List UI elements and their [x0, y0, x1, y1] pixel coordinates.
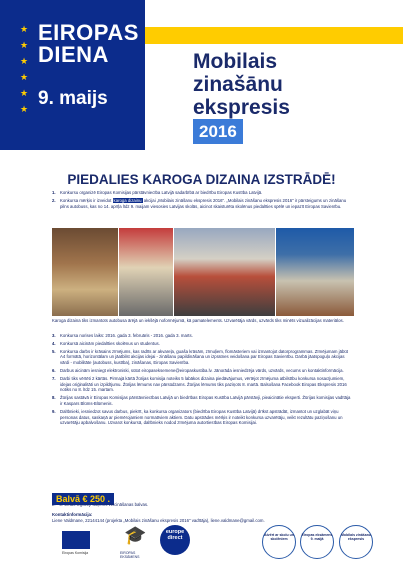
partner-logo-1: [262, 525, 296, 559]
contact-info: [52, 512, 352, 523]
photo-caption: Karoga dizaina tiks izmantots autobusa ārējā un iekšējā noformējumā, kā pamatelements. Uzvarētāja vārds, uzvārds tiks minēts vizualizācijas materiālos.: [52, 318, 344, 323]
photo-bus-interior: [276, 228, 354, 316]
list-item: 9. Dalībnieki, iesniedzot savus darbus, piekrīt, ka konkursa organizators (biedrība Eiropas Kustība Latvijā) drīkst apstrādāt, izmantot un uzglabāt viņu personas datus, saskaņā ar piemērojamiem normatīviem aktiem. Datu apstrādes mērķis ir noteikt konkursa uzvarētāju, veikt rezultātu paziņošanu un uzvarētāju apbalvošanu. Uzvarot konkursā, dalībnieks nodod zīmējuma autortiesības Eiropas Komisijai.: [52, 408, 343, 426]
graduation-cap-icon: 🎓: [124, 525, 147, 545]
partner-logo-2-text: Eiropas eksāmens 9. maijā: [301, 533, 333, 541]
list-item: 4. Konkursā aicinām piedalīties skolēnus un studentus.: [52, 340, 160, 346]
list-item: [52, 198, 352, 210]
eu-day-title: [38, 22, 139, 66]
rules-top: [52, 190, 352, 211]
campaign-year: 2016: [193, 119, 243, 144]
rules-bottom: [52, 333, 352, 428]
eu-commission-label: Eiropas Komisija: [62, 551, 89, 555]
campaign-title: [193, 50, 333, 144]
eu-flag-icon: [62, 531, 90, 549]
prize-note: 2. - 5. vietas ieguvēji saņems veicināšanas balvas.: [52, 502, 149, 507]
campaign-line1: Mobilais: [193, 50, 278, 73]
photo-strip: [52, 228, 354, 316]
partner-logo-2: [300, 525, 334, 559]
main-heading: PIEDALIES KAROGA DIZAINA IZSTRĀDĒ!: [67, 172, 336, 187]
partner-logo-1-text: Atvērt ar skolu un skolēniem: [264, 533, 294, 541]
contact-label: Kontaktinformācija:: [52, 512, 93, 517]
photo-students: [52, 228, 118, 316]
list-item: 5. Konkursa darbs ir krāsains zīmējums, kas radīts ar akvareļa, guaša krāsām, zīmuļiem, flomāsteriem vai izmantojot datorprogrammas. Zīmējumam jābūt A4 formātā, horizontālam un jāatbilst akcijas idejai - zināšanu papildināšana un izpratnes veidošana par Eiropas Savienību. Darbā jāatspoguļo akcijas vārdi - mobilitāte (autobuss, kustība), zināšanas, Eiropas Savienība.: [52, 348, 348, 366]
contact-text[interactable]: Liene Valdmane, 22144144 (projekta „Mobilais zināšanu ekspresis 2016" vadītāja), liene.valdmane@gmail.com.: [52, 517, 265, 523]
partner-logo-3: [339, 525, 373, 559]
item-text: Konkursu organizē Eiropas Komisijas pārstāvniecība Latvijā sadarbībā ar biedrību Eiropas Kustība Latvijā.: [60, 190, 263, 195]
footer-logos: [0, 525, 403, 570]
list-item: 8. Žūrijas sastāvā ir Eiropas Komisijas pārstāvniecības Latvijā un biedrības Eiropas Kustība Latvijā pārstāvji, pieaicinātie eksperti. Žūrijas komisijas vadītāja ir Kaspars Blūms-Blūmenis.: [52, 395, 351, 406]
list-item: 6. Darbus aicinām iesniegt elektroniski, sūtot eiropaseksemene@eiropaskustiba.lv. Jānorāda iesniedzēja vārds, uzvārds, vecums un kontaktinformācija.: [52, 367, 344, 373]
campaign-line2: zinašānu: [193, 73, 283, 96]
list-item: [52, 190, 352, 196]
item-number: 2.: [52, 197, 56, 203]
item-text: Konkursa mērķis ir izveidot karoga dizainu akcijai „Mobilais zināšanu ekspresis 2016". „Mobilais zināšanu ekspresis 2016" ir pārsteigums un zināšanu pilns autobuss, kas no 14. aprīļa līdz 9. maijam viesosies Latvijas skolās, aicinot skaisturēta skolēnus piedalīties spēlē un iepazīt Eiropas Savienību.: [60, 197, 347, 209]
item-number: 1.: [52, 190, 56, 195]
list-item: 7. Darbi tiks vērtēti 2 kārtās. Pirmajā kārtā žūrijas komisija noteiks 5 labākos dizaina piedāvājumus, vērtējot zīmējuma atbilstību konkursa nosacījumiem, idejas oriģinalitāti un izpildījumu. Žūrijas lēmums nav pārsūdzams. Žūrijas lēmums tiks paziņots 8. martā. Balsošana Facebook Eiropas Ekspresis 2016 notiks no 8. līdz 15. martam.: [52, 375, 347, 393]
photo-event: [174, 228, 276, 316]
prize-badge: Balvā € 250 .: [52, 493, 114, 505]
eu-exam-label: EIROPAS EKSĀMENS: [120, 551, 140, 559]
partner-logo-3-text: Mobilais zināšanu ekspresis: [341, 533, 371, 541]
eu-day-block: [0, 0, 145, 150]
header: [0, 0, 403, 150]
photo-bus: [119, 228, 173, 316]
title-line1: EIROPAS: [38, 20, 139, 45]
europe-direct-label: europe direct: [165, 529, 185, 541]
highlight: karoga dizainu: [113, 197, 142, 203]
title-line2: DIENA: [38, 42, 109, 67]
eu-day-date: 9. maijs: [38, 88, 108, 109]
list-item: 3. Konkursa norises laiks: 2016. gada 3. februāris - 2016. gada 3. marts.: [52, 333, 193, 338]
campaign-line3: ekspresis: [193, 96, 290, 119]
eu-stars-icon: ★ ★ ★ ★ ★ ★: [20, 24, 29, 114]
